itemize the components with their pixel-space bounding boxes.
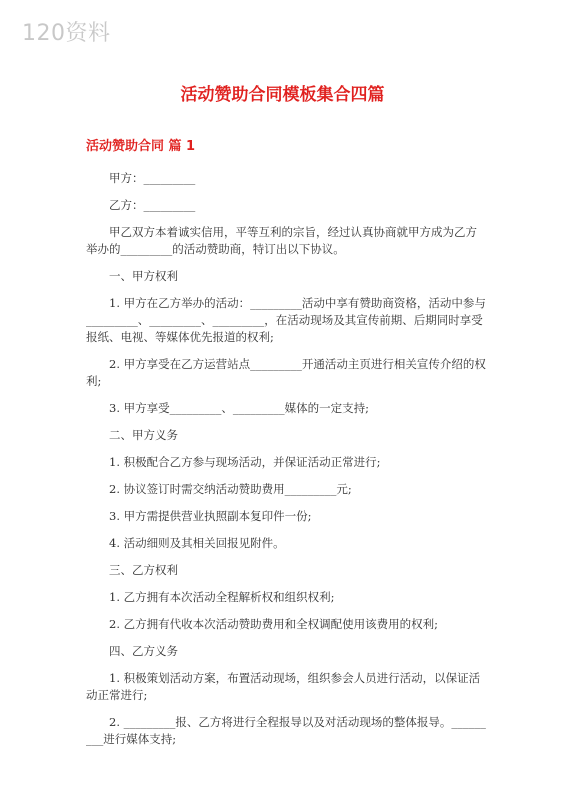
clause-paragraph: 4. 活动细则及其相关回报见附件。	[109, 536, 285, 550]
clause-paragraph: 1. 甲方在乙方举办的活动：_________活动中享有赞助商资格，活动中参与_________、_________、_________，在活动现场及其宣传前期、后期同时享受报纸、电视、等媒体优先报道的权利;	[86, 296, 486, 344]
party-b-line: 乙方：_________	[109, 198, 196, 212]
heading-party-b-obligations: 四、乙方义务	[109, 644, 178, 658]
clause-paragraph: 2. 甲方享受在乙方运营站点_________开通活动主页进行相关宣传介绍的权利;	[86, 357, 486, 388]
clause-paragraph: 3. 甲方享受_________、_________媒体的一定支持;	[109, 401, 370, 415]
section-title: 活动赞助合同 篇 1	[86, 139, 196, 154]
heading-party-a-obligations: 二、甲方义务	[109, 428, 178, 442]
clause-paragraph: 3. 甲方需提供营业执照副本复印件一份;	[109, 509, 312, 523]
party-a-line: 甲方：_________	[109, 171, 196, 185]
clause-paragraph: 1. 乙方拥有本次活动全程解析权和组织权利;	[109, 590, 335, 604]
document-body	[86, 170, 486, 758]
preamble-paragraph: 甲乙双方本着诚实信用，平等互利的宗旨，经过认真协商就甲方成为乙方举办的_________的活动赞助商，特订出以下协议。	[86, 225, 477, 256]
watermark-logo: 120资料	[22, 21, 111, 46]
heading-party-b-rights: 三、乙方权利	[109, 563, 178, 577]
clause-paragraph: 2. 协议签订时需交纳活动赞助费用_________元;	[109, 482, 352, 496]
clause-paragraph: 2. _________报、乙方将进行全程报导以及对活动现场的整体报导。_________进行媒体支持;	[86, 715, 486, 746]
clause-paragraph: 2. 乙方拥有代收本次活动赞助费用和全权调配使用该费用的权利;	[109, 617, 438, 631]
document-title: 活动赞助合同模板集合四篇	[180, 85, 385, 105]
clause-paragraph: 1. 积极策划活动方案，布置活动现场，组织参会人员进行活动，以保证活动正常进行;	[86, 671, 481, 702]
clause-paragraph: 1. 积极配合乙方参与现场活动，并保证活动正常进行;	[109, 455, 381, 469]
heading-party-a-rights: 一、甲方权利	[109, 269, 178, 283]
